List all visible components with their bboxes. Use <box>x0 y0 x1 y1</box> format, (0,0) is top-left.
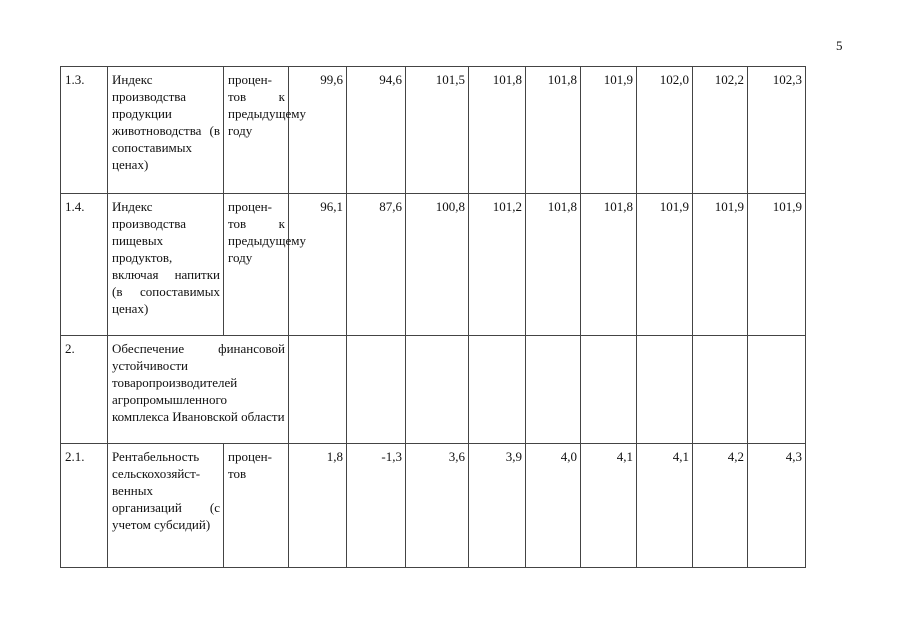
value-cell: 4,1 <box>637 444 693 568</box>
value-cell: 4,0 <box>526 444 581 568</box>
value-cell <box>347 336 406 444</box>
indicator-name: Рентабельность сельскохозяйст-венных организаций (с учетом субсидий) <box>108 444 224 568</box>
value-cell: 96,1 <box>289 194 347 336</box>
page-number: 5 <box>836 38 843 53</box>
value-cell: 3,9 <box>469 444 526 568</box>
value-cell: 101,9 <box>637 194 693 336</box>
value-cell: 101,8 <box>526 194 581 336</box>
table-row <box>61 194 806 336</box>
value-cell <box>289 336 347 444</box>
row-number: 1.4. <box>61 194 108 336</box>
value-cell: 101,9 <box>693 194 748 336</box>
unit-of-measure: процен-тов к предыдущему году <box>224 194 289 336</box>
value-cell: 101,9 <box>581 67 637 194</box>
row-number: 2. <box>61 336 108 444</box>
value-cell: 101,2 <box>469 194 526 336</box>
row-number: 2.1. <box>61 444 108 568</box>
unit-of-measure: процен-тов <box>224 444 289 568</box>
value-cell: 99,6 <box>289 67 347 194</box>
value-cell: 102,0 <box>637 67 693 194</box>
value-cell: 102,3 <box>748 67 806 194</box>
value-cell: 101,5 <box>406 67 469 194</box>
value-cell <box>581 336 637 444</box>
table-row <box>61 444 806 568</box>
value-cell: 3,6 <box>406 444 469 568</box>
value-cell: 101,8 <box>469 67 526 194</box>
table-row <box>61 336 806 444</box>
row-number: 1.3. <box>61 67 108 194</box>
value-cell <box>637 336 693 444</box>
value-cell <box>469 336 526 444</box>
value-cell: 100,8 <box>406 194 469 336</box>
table-row <box>61 67 806 194</box>
value-cell: 4,3 <box>748 444 806 568</box>
indicators-table <box>60 66 806 568</box>
value-cell <box>526 336 581 444</box>
value-cell: 101,8 <box>581 194 637 336</box>
value-cell: 87,6 <box>347 194 406 336</box>
value-cell: 102,2 <box>693 67 748 194</box>
value-cell <box>406 336 469 444</box>
value-cell <box>693 336 748 444</box>
value-cell: 101,9 <box>748 194 806 336</box>
value-cell <box>748 336 806 444</box>
indicator-name: Индекс производства пищевых продуктов, включая напитки (в сопоставимых ценах) <box>108 194 224 336</box>
indicator-name: Индекс производства продукции животноводства (в сопоставимых ценах) <box>108 67 224 194</box>
value-cell: -1,3 <box>347 444 406 568</box>
value-cell: 4,1 <box>581 444 637 568</box>
unit-of-measure: процен-тов к предыдущему году <box>224 67 289 194</box>
value-cell: 101,8 <box>526 67 581 194</box>
value-cell: 1,8 <box>289 444 347 568</box>
indicator-name: Обеспечение финансовой устойчивости товаропроизводителей агропромышленного комплекса Ивановской области <box>108 336 289 444</box>
value-cell: 94,6 <box>347 67 406 194</box>
value-cell: 4,2 <box>693 444 748 568</box>
